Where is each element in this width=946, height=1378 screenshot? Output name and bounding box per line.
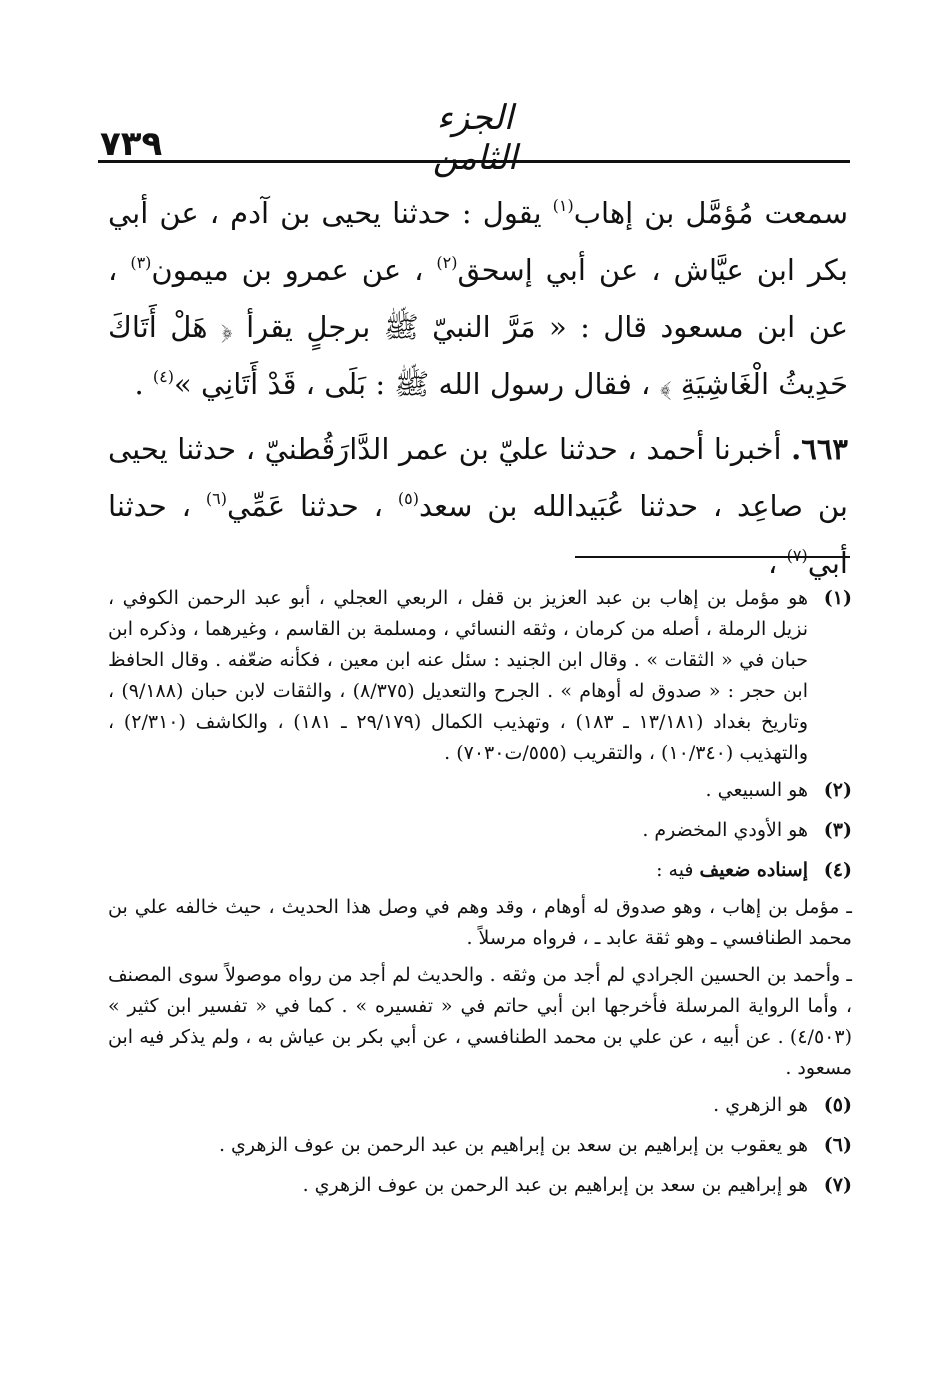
footnote-ref-5[interactable]: (٥) [397, 489, 419, 508]
text-segment: ، عن عمرو بن ميمون [151, 253, 437, 287]
footnote-1 [108, 583, 852, 769]
text-segment: ، حدثنا عَمِّي [226, 489, 398, 523]
footnote-ref-3[interactable]: (٣) [130, 253, 152, 272]
footnote-number: (٧) [823, 1174, 852, 1196]
text-segment: أخبرنا أحمد ، حدثنا عليّ بن عمر الدَّارَقُطنيّ ، حدثنا يحيى بن صاعِد ، حدثنا عُبَيدالله بن سعد [108, 432, 848, 523]
footnote-number: (٣) [823, 819, 852, 841]
footnote-text: هو يعقوب بن إبراهيم بن سعد بن إبراهيم بن عبد الرحمن بن عوف الزهري . [218, 1134, 808, 1156]
footnote-number: (٢) [823, 779, 852, 801]
text-segment: يقول : حدثنا يحيى بن آدم ، عن أبي بكر ابن عيَّاش ، عن أبي إسحق [108, 196, 848, 287]
text-segment: . [134, 367, 153, 401]
footnote-text: هو الأودي المخضرم . [642, 819, 808, 841]
footnote-3 [108, 815, 852, 846]
main-text [108, 185, 848, 592]
text-segment: سمعت مُؤمَّل بن إهاب [573, 196, 848, 230]
footnote-text: هو مؤمل بن إهاب بن عبد العزيز بن قفل ، الربعي العجلي ، أبو عبد الرحمن الكوفي ، نزيل الرملة ، أصله من كرمان ، وثقه النسائي ، ومسلمة بن القاسم ، وغيرهما ، وذكره ابن حبان في « الثقات » . وقال ابن الجنيد : سئل عنه ابن معين ، فكأنه ضعّفه . وقال الحافظ ابن حجر : « صدوق له أوهام » . الجرح والتعديل (٨/٣٧٥) ، والثقات لابن حبان (٩/١٨٨) ، وتاريخ بغداد (١٣/١٨١ ـ ١٨٣) ، وتهذيب الكمال (٢٩/١٧٩ ـ ١٨١) ، والكاشف (٢/٣١٠) ، والتهذيب (١٠/٣٤٠) ، والتقريب (٥٥٥/ت٧٠٣٠) . [108, 587, 808, 764]
footnotes-separator [575, 556, 850, 558]
page-number: ٧٣٩ [100, 124, 163, 164]
footnote-ref-7[interactable]: (٧) [786, 546, 808, 565]
footnotes [108, 583, 852, 1210]
footnote-ref-4[interactable]: (٤) [152, 367, 174, 386]
hadith-number: ٦٦٣. [791, 432, 848, 466]
footnote-6 [108, 1130, 852, 1161]
footnote-ref-6[interactable]: (٦) [205, 489, 227, 508]
footnote-4-point-2: ـ وأحمد بن الحسين الجرادي لم أجد من وثقه . والحديث لم أجد من رواه موصولاً سوى المصنف ، وأما الرواية المرسلة فأخرجها ابن أبي حاتم في « تفسيره » . كما في « تفسير ابن كثير » (٤/٥٠٣) . عن أبيه ، عن علي بن محمد الطنافسي ، عن أبي بكر بن عياش به ، ولم يذكر فيه ابن مسعود . [108, 964, 852, 1079]
footnote-ref-2[interactable]: (٢) [436, 253, 458, 272]
text-segment: ، عن ابن مسعود قال : « مَرَّ النبيّ ﷺ برجلٍ يقرأ ﴿ هَلْ أَتَاكَ حَدِيثُ الْغَاشِيَةِ ﴾ ، فقال رسول الله ﷺ : بَلَى ، قَدْ أَتَانِي » [108, 253, 848, 401]
footnote-number: (٦) [823, 1134, 852, 1156]
footnote-text: فيه : [656, 859, 700, 881]
paragraph-hadith-663 [108, 421, 848, 592]
footnote-2 [108, 775, 852, 806]
footnote-emphasis: إسناده ضعيف [699, 859, 808, 881]
footnote-number: (٤) [823, 859, 852, 881]
footnote-text: هو إبراهيم بن سعد بن إبراهيم بن عبد الرحمن بن عوف الزهري . [302, 1174, 808, 1196]
header-rule [98, 160, 850, 163]
text-segment: ، حدثنا أبي [108, 489, 848, 580]
footnote-ref-1[interactable]: (١) [552, 196, 574, 215]
paragraph-isnad [108, 185, 848, 413]
running-title: الجزء الثامن [432, 98, 518, 178]
footnote-number: (٥) [823, 1094, 852, 1116]
footnote-4-point-1: ـ مؤمل بن إهاب ، وهو صدوق له أوهام ، وقد وهم في وصل هذا الحديث ، حيث خالفه علي بن محمد الطنافسي ـ وهو ثقة عابد ـ ، فرواه مرسلاً . [108, 896, 852, 949]
footnote-4 [108, 855, 852, 886]
footnote-text: هو الزهري . [713, 1094, 808, 1116]
footnote-number: (١) [823, 587, 852, 609]
footnote-text: هو السبيعي . [705, 779, 808, 801]
text-segment: ، [768, 546, 787, 580]
footnote-7 [108, 1170, 852, 1201]
footnote-5 [108, 1090, 852, 1121]
